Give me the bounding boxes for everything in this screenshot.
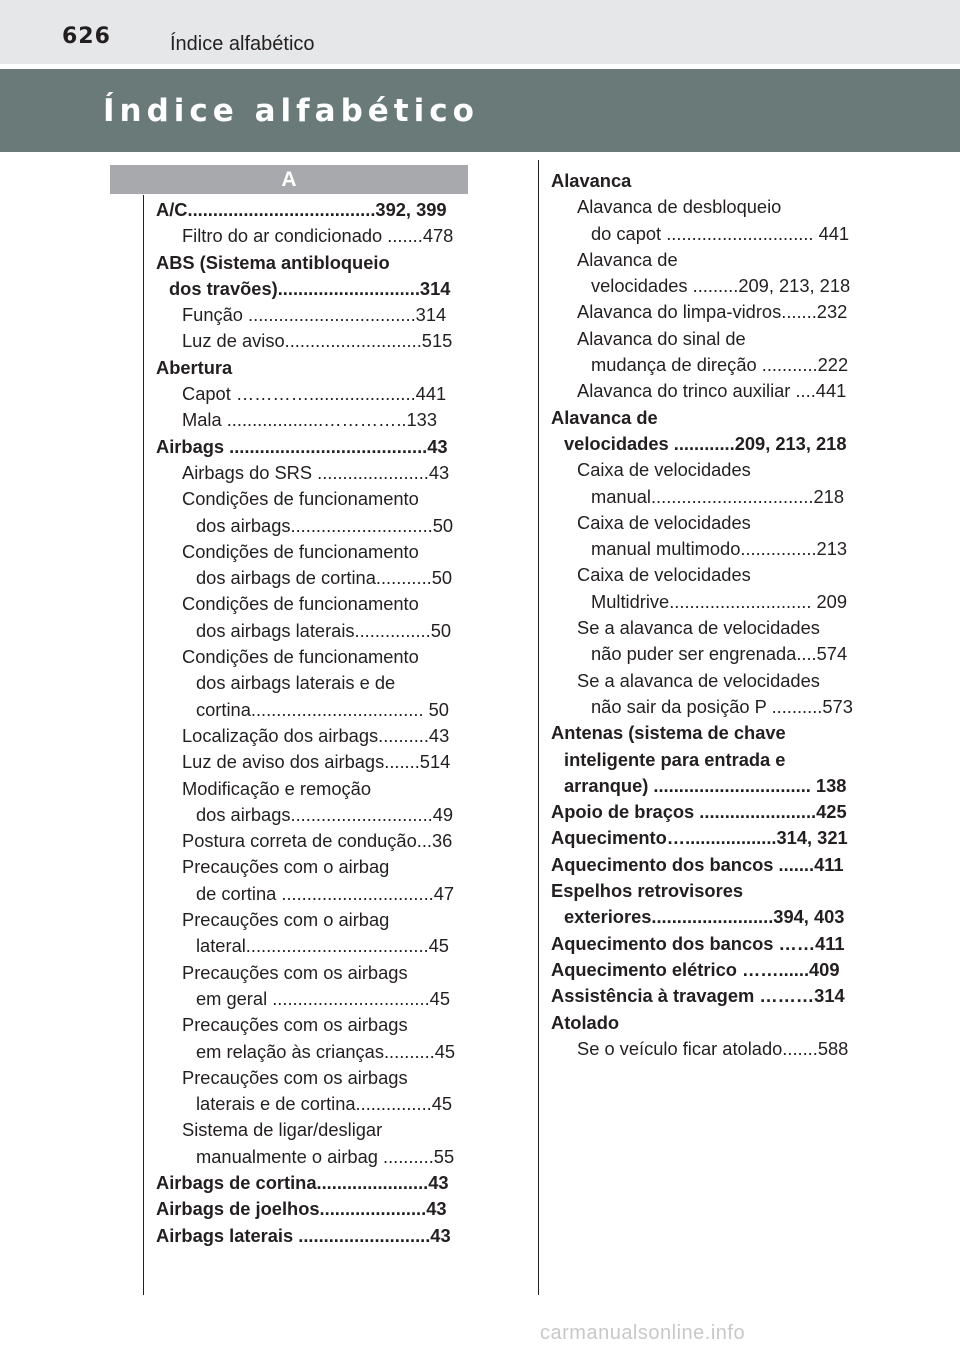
index-column-right: [551, 168, 873, 1062]
index-entry: Alavanca: [551, 170, 632, 191]
watermark: carmanualsonline.info: [540, 1322, 746, 1344]
index-entry: Alavanca de desbloqueio: [577, 196, 782, 218]
index-entry: Alavanca do trinco auxiliar ....441: [577, 380, 847, 402]
index-entry: Função .................................314: [182, 304, 447, 326]
index-entry: manual multimodo...............213: [591, 538, 848, 560]
index-entry: arranque) ............................... 138: [564, 774, 847, 796]
section-title: Índice alfabético: [103, 93, 479, 129]
column-rule-middle: [538, 160, 539, 1295]
column-rule-left: [143, 195, 144, 1295]
index-entry: cortina.................................. 50: [196, 698, 449, 720]
index-entry: laterais e de cortina...............45: [196, 1093, 453, 1115]
index-entry: velocidades .........209, 213, 218: [591, 275, 851, 297]
index-entry: Precauções com o airbag: [182, 856, 390, 878]
index-entry: Caixa de velocidades: [577, 511, 751, 533]
index-entry: Alavanca de: [551, 406, 658, 428]
index-entry: Apoio de braços .......................425: [551, 801, 847, 823]
index-column-left: [156, 197, 478, 1249]
index-entry: Caixa de velocidades: [577, 564, 751, 586]
index-entry: dos airbags de cortina...........50: [196, 567, 453, 589]
index-entry: Assistência à travagem ………314: [551, 985, 845, 1007]
section-title-band: [0, 64, 960, 152]
index-entry: Caixa de velocidades: [577, 459, 751, 481]
index-entry: A/C.....................................392, 399: [156, 199, 447, 220]
index-entry: Luz de aviso dos airbags.......514: [182, 751, 451, 773]
index-entry: Atolado: [551, 1011, 620, 1033]
index-entry: Se a alavanca de velocidades: [577, 669, 820, 691]
index-entry: Abertura: [156, 356, 233, 378]
index-entry: exteriores........................394, 403: [564, 906, 845, 928]
index-entry: Aquecimento dos bancos .......411: [551, 853, 844, 875]
index-entry: Airbags .......................................43: [156, 435, 448, 457]
index-entry: Alavanca do limpa-vidros.......232: [577, 301, 848, 323]
index-entry: manualmente o airbag ..........55: [196, 1145, 455, 1167]
index-entry: Airbags do SRS ......................43: [182, 461, 450, 483]
index-entry: Airbags de joelhos.....................43: [156, 1198, 447, 1220]
index-entry: Airbags de cortina......................43: [156, 1171, 449, 1193]
index-entry: Sistema de ligar/desligar: [182, 1119, 383, 1141]
index-entry: Airbags laterais ..........................43: [156, 1224, 451, 1246]
index-entry: dos airbags............................50: [196, 514, 454, 536]
index-entry: Modificação e remoção: [182, 777, 371, 799]
index-entry: Aquecimento dos bancos ……411: [551, 932, 845, 954]
running-title: Índice alfabético: [170, 33, 315, 55]
index-entry: manual................................218: [591, 485, 844, 507]
index-entry: lateral....................................45: [196, 935, 449, 957]
index-entry: Luz de aviso...........................515: [182, 330, 453, 352]
index-entry: Aquecimento elétrico ……......409: [551, 958, 840, 980]
index-entry: Localização dos airbags..........43: [182, 724, 450, 746]
index-entry: Alavanca de: [577, 248, 678, 270]
index-entry: Condições de funcionamento: [182, 593, 419, 615]
index-entry: Antenas (sistema de chave: [551, 722, 786, 744]
index-entry: não puder ser engrenada....574: [591, 643, 848, 665]
index-entry: dos airbags laterais e de: [196, 672, 396, 694]
index-entry: ABS (Sistema antibloqueio: [156, 251, 390, 273]
index-entry: Mala ...................…………..133: [182, 409, 437, 431]
letter-header: A: [110, 165, 468, 194]
index-entry: de cortina ..............................47: [196, 882, 455, 904]
index-entry: em geral ...............................45: [196, 987, 450, 1009]
index-entry: Condições de funcionamento: [182, 488, 419, 510]
index-entry: velocidades ............209, 213, 218: [564, 432, 847, 454]
index-entry: Postura correta de condução...36: [182, 830, 453, 852]
index-entry: mudança de direção ...........222: [591, 354, 849, 376]
index-entry: Precauções com os airbags: [182, 1066, 408, 1088]
index-entry: Espelhos retrovisores: [551, 880, 744, 902]
index-entry: Precauções com os airbags: [182, 961, 408, 983]
index-entry: Precauções com o airbag: [182, 909, 390, 931]
index-entry: Capot ………….....................441: [182, 383, 447, 405]
index-entry: Aquecimento…..................314, 321: [551, 827, 848, 849]
index-entry: Alavanca do sinal de: [577, 327, 746, 349]
index-entry: dos airbags............................49: [196, 803, 454, 825]
index-entry: Se a alavanca de velocidades: [577, 617, 820, 639]
index-entry: inteligente para entrada e: [564, 748, 786, 770]
index-entry: Condições de funcionamento: [182, 646, 419, 668]
index-entry: Multidrive............................ 209: [591, 590, 848, 612]
index-entry: dos travões)............................314: [169, 277, 451, 299]
page-number: 626: [62, 24, 111, 49]
index-entry: não sair da posição P ..........573: [591, 695, 853, 717]
index-entry: em relação às crianças..........45: [196, 1040, 456, 1062]
index-entry: Se o veículo ficar atolado.......588: [577, 1037, 849, 1059]
index-entry: Condições de funcionamento: [182, 540, 419, 562]
index-entry: do capot ............................. 441: [591, 222, 850, 244]
index-entry: Precauções com os airbags: [182, 1014, 408, 1036]
index-entry: dos airbags laterais...............50: [196, 619, 452, 641]
running-header: [0, 0, 960, 64]
index-entry: Filtro do ar condicionado .......478: [182, 225, 454, 247]
